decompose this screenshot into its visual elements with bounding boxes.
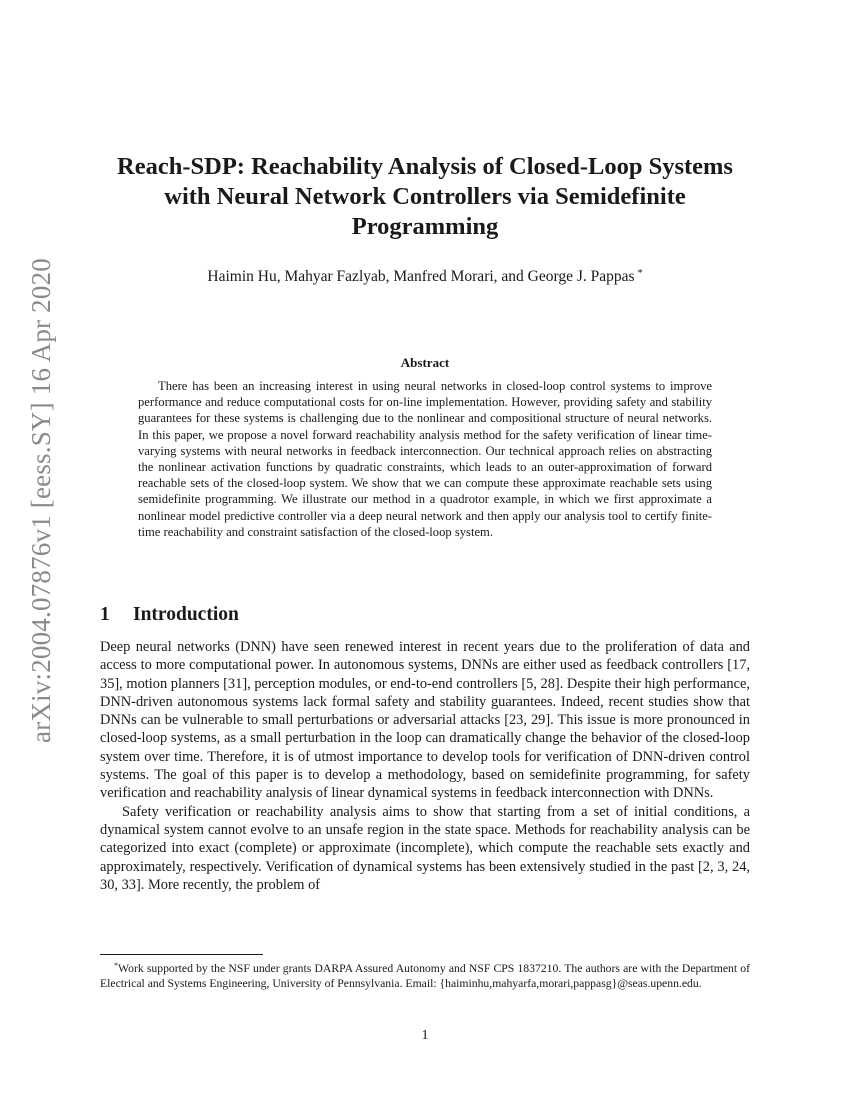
abstract-heading: Abstract bbox=[400, 355, 450, 370]
abstract-text: There has been an increasing interest in using neural networks in closed-loop control systems to improve performance and reduce computational costs for on-line implementation. However, providing safety and stability guarantees for these systems is challenging due to the nonlinear and compositional structure of neural networks. In this paper, we propose a novel forward reachability analysis method for the safety verification of linear time-varying systems with neural networks in feedback interconnection. Our technical approach relies on abstracting the nonlinear activation functions by quadratic constraints, which leads to an outer-approximation of forward reachable sets of the closed-loop system. We show that we can compute these approximate reachable sets using semidefinite programming. We illustrate our method in a quadrotor example, in which we first approximate a nonlinear model predictive controller via a deep neural network and then apply our analysis tool to certify finite-time reachability and constraint satisfaction of the closed-loop system. bbox=[138, 379, 712, 539]
introduction-body bbox=[100, 638, 750, 894]
section-heading bbox=[100, 604, 750, 626]
footnote bbox=[100, 958, 750, 991]
footnote-divider bbox=[100, 954, 263, 955]
intro-paragraph-2: Safety verification or reachability analysis aims to show that starting from a set of initial conditions, a dynamical system cannot evolve to an unsafe region in the state space. Methods for reachability analysis can be categorized into exact (complete) or approximate (incomplete), which compute the reachable sets exactly and approximately, respectively. Verification of dynamical systems has been extensively studied in the past [2, 3, 24, 30, 33]. More recently, the problem of bbox=[100, 803, 750, 893]
author-footnote-mark: * bbox=[637, 268, 643, 279]
arxiv-identifier-stamp bbox=[21, 257, 61, 743]
paper-title: Reach-SDP: Reachability Analysis of Closed-Loop Systems with Neural Network Controllers via Semidefinite Programming bbox=[117, 153, 733, 240]
intro-paragraph-1: Deep neural networks (DNN) have seen renewed interest in recent years due to the proliferation of data and access to more computational power. In autonomous systems, DNNs are either used as feedback controllers [17, 35], motion planners [31], perception modules, or end-to-end controllers [5, 28]. Despite their high performance, DNN-driven autonomous systems lack formal safety and stability guarantees. Indeed, recent studies show that DNNs can be vulnerable to small perturbations or adversarial attacks [23, 29]. This issue is more pronounced in closed-loop systems, as a small perturbation in the loop can dramatically change the behavior of the closed-loop system over time. Therefore, it is of utmost importance to develop tools for verification of DNN-driven control systems. The goal of this paper is to develop a methodology, based on semidefinite programming, for safety verification and reachability analysis of linear dynamical systems in feedback interconnection with DNNs. bbox=[100, 639, 750, 802]
author-list bbox=[100, 264, 750, 287]
section-title: Introduction bbox=[133, 604, 239, 625]
page-number: 1 bbox=[421, 1028, 429, 1043]
footnote-mark: * bbox=[114, 961, 118, 970]
arxiv-identifier-text: arXiv:2004.07876v1 [eess.SY] 16 Apr 2020 bbox=[25, 257, 56, 743]
section-number: 1 bbox=[100, 604, 110, 625]
footnote-text: Work supported by the NSF under grants DARPA Assured Autonomy and NSF CPS 1837210. The authors are with the Department of Electrical and Systems Engineering, University of Pennsylvania. Email: {haiminhu,mahyarfa,morari,pappasg}@seas.upenn.edu. bbox=[100, 962, 750, 990]
author-names: Haimin Hu, Mahyar Fazlyab, Manfred Morari, and George J. Pappas bbox=[207, 268, 635, 285]
